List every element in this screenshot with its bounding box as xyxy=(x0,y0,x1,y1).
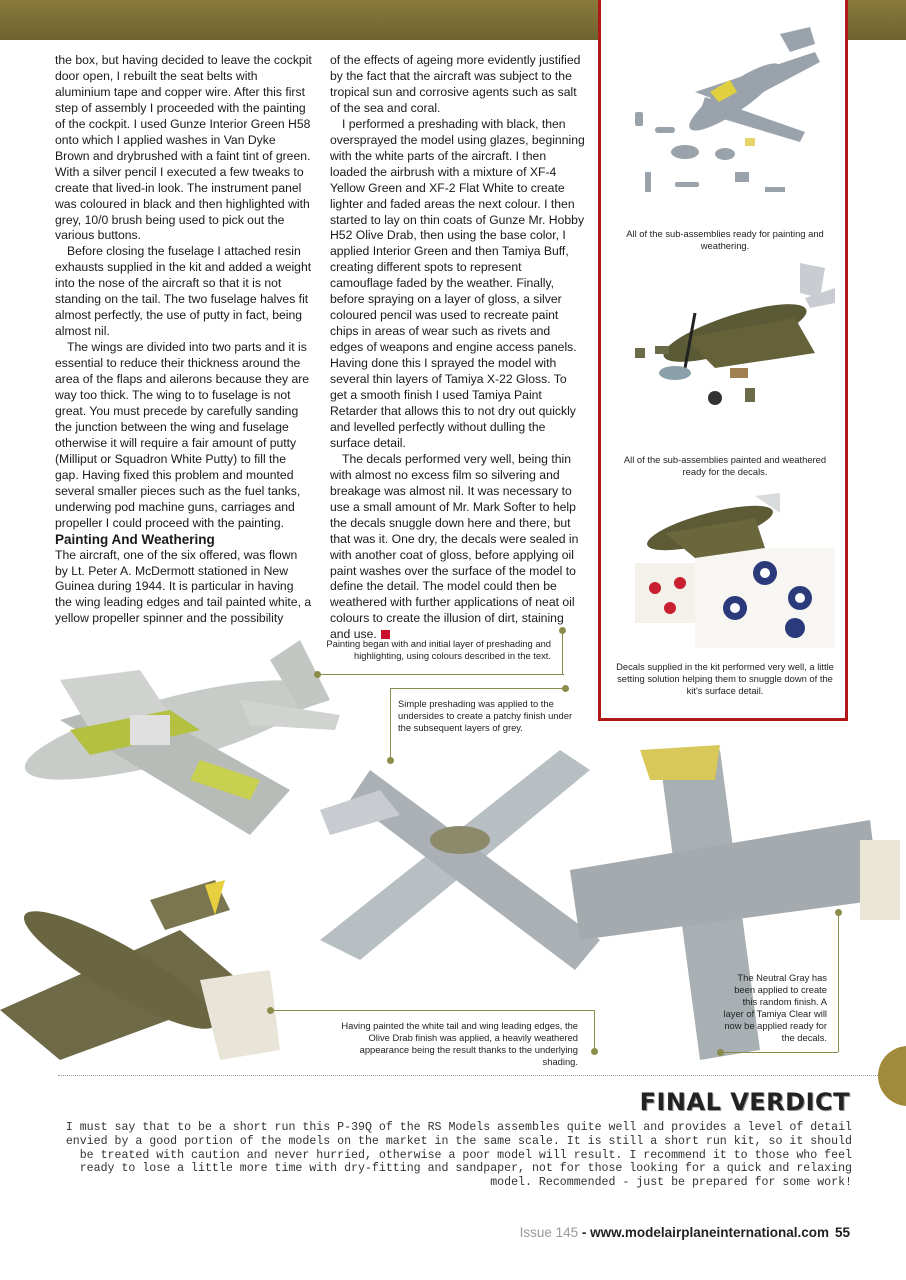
photo-caption: All of the sub-assemblies painted and weathered ready for the decals. xyxy=(623,454,827,477)
caption-leader-line xyxy=(270,1010,594,1011)
caption-leader-line xyxy=(390,688,391,760)
article-column-2 xyxy=(330,53,586,643)
photo-sidebar xyxy=(598,0,848,721)
verdict-text: I must say that to be a short run this P-39Q of the RS Models assembles quite well and provides a level of detail envied by a good portion of the models on the market in the same scale. It is still a short run kit, so it should be treated with caution and never hurried, otherwise a poor model will result. I recommend it to those who feel ready to lose a little more time with dry-fitting and sandpaper, not for those looking for a quick and relaxing model. Recommended - just be prepared for some work! xyxy=(65,1121,852,1190)
photo-caption: Decals supplied in the kit performed very well, a little setting solution helping them to snuggle down of the kit's surface detail. xyxy=(616,661,834,696)
caption-leader-line xyxy=(594,1010,595,1052)
leader-dot xyxy=(267,1007,274,1014)
olive-drab-model-photo xyxy=(0,880,280,1060)
paragraph-text: The decals performed very well, being thin with almost no excess film so silvering and breakage was almost nil. It was necessary to use a small amount of Mr. Mark Softer to help the decals snuggle down here and there, but that was it. One dry, the decals were sealed in with another coat of gloss, before applying oil paint washes over the surface of the model to define the detail. The model could then be weathered with further applications of neat oil colours to create the illusion of dirt, staining and use. xyxy=(330,451,579,642)
leader-dot xyxy=(387,757,394,764)
subassemblies-painted-photo xyxy=(615,258,835,443)
footer-separator: - xyxy=(578,1225,591,1240)
subassemblies-unpainted-photo xyxy=(615,22,835,212)
paragraph: I performed a preshading with black, then oversprayed the model using glazes, beginning with the white parts of the aircraft. I then loaded the airbrush with a mixture of XF-4 Yellow Green and XF-2 Flat White to create lighter and faded areas the next colour. I then started to lay on thin coats of Gunze Mr. Hobby H52 Olive Drab, then using the base color, I applied Interior Green and then Tamiya Buff, creating different spots to represent camouflage faded by the weather. Finally, before spraying on a layer of gloss, a silver coloured pencil was used to recreate paint chips in areas of wear such as rivets and edges of weapons and engine access panels. Having done this I sprayed the model with several thin layers of Tamiya X-22 Gloss. To get a smooth finish I used Tamiya Paint Retarder that allows this to not dry out quickly and levelled perfectly without dulling the surface detail. xyxy=(330,116,585,450)
verdict-title: FINAL VERDICT xyxy=(639,1088,850,1116)
caption-leader-line xyxy=(838,912,839,1052)
article-column-1 xyxy=(55,53,313,627)
photo-caption: All of the sub-assemblies ready for painting and weathering. xyxy=(626,228,824,251)
paragraph xyxy=(330,452,586,643)
photo-caption: Painting began with and initial layer of preshading and highlighting, using colours described in the text. xyxy=(326,638,551,661)
photo-caption: Having painted the white tail and wing leading edges, the Olive Drab finish was applied, a heavily weathered appearance being the result thanks to the underlying shading. xyxy=(341,1020,578,1067)
leader-dot xyxy=(717,1049,724,1056)
paragraph: The wings are divided into two parts and it is essential to reduce their thickness around the area of the flaps and ailerons because they are way too thick. The wing to to fuselage is not great. You must precede by carefully sanding the junction between the wing and fuselage otherwise it will require a fair amount of putty (Milliput or Squadron White Putty) to fill the gap. Having fixed this problem and mounted several smaller pieces such as the fuel tanks, underwing pod machine guns, carriages and propeller I could proceed with the painting. xyxy=(55,340,310,530)
paragraph: of the effects of ageing more evidently justified by the fact that the aircraft was subject to the tropical sun and corrosive agents such as salt of the sea and coral. xyxy=(330,53,581,115)
website-link[interactable]: www.modelairplaneinternational.com xyxy=(590,1225,829,1240)
caption-leader-line xyxy=(318,674,564,675)
section-heading: Painting And Weathering xyxy=(55,531,215,547)
decals-photo xyxy=(615,488,835,653)
divider xyxy=(58,1075,878,1076)
leader-dot xyxy=(591,1048,598,1055)
underside-model-photo xyxy=(320,750,600,970)
paragraph: Before closing the fuselage I attached resin exhausts supplied in the kit and added a weight into the nose of the aircraft so that it is not standing on the tail. The two fuselage halves fit almost perfectly, the use of putty in fact, being almost nil. xyxy=(55,244,312,339)
caption-leader-line xyxy=(390,688,565,689)
caption-leader-line xyxy=(562,630,563,674)
paragraph: The aircraft, one of the six offered, was flown by Lt. Peter A. McDermott stationed in New Guinea during 1944. It is particular in having the wing leading edges and tail painted white, a yellow propeller spinner and the possibility xyxy=(55,547,312,626)
preshaded-model-photo xyxy=(17,640,340,835)
leader-dot xyxy=(314,671,321,678)
leader-dot xyxy=(835,909,842,916)
caption-leader-line xyxy=(720,1052,838,1053)
photo-caption: The Neutral Gray has been applied to create this random finish. A layer of Tamiya Clear will now be applied ready for the decals. xyxy=(723,972,827,1043)
leader-dot xyxy=(559,627,566,634)
page-number: 55 xyxy=(834,1225,850,1240)
paragraph: the box, but having decided to leave the cockpit door open, I rebuilt the seat belts with aluminium tape and copper wire. After this first step of assembly I proceeded with the painting of the cockpit. I used Gunze Interior Green H58 onto which I applied washes in Van Dyke Brown and drybrushed with a faint tint of green. With a silver pencil I executed a few tweaks to create that lived-in look. The instrument panel was coloured in black and then highlighted with grey, 10/0 brush being used to pick out the various buttons. xyxy=(55,53,312,243)
issue-number: Issue 145 xyxy=(519,1225,579,1240)
photo-caption: Simple preshading was applied to the undersides to create a patchy finish under the subsequent layers of grey. xyxy=(398,698,573,733)
leader-dot xyxy=(562,685,569,692)
page-footer xyxy=(520,1225,850,1240)
